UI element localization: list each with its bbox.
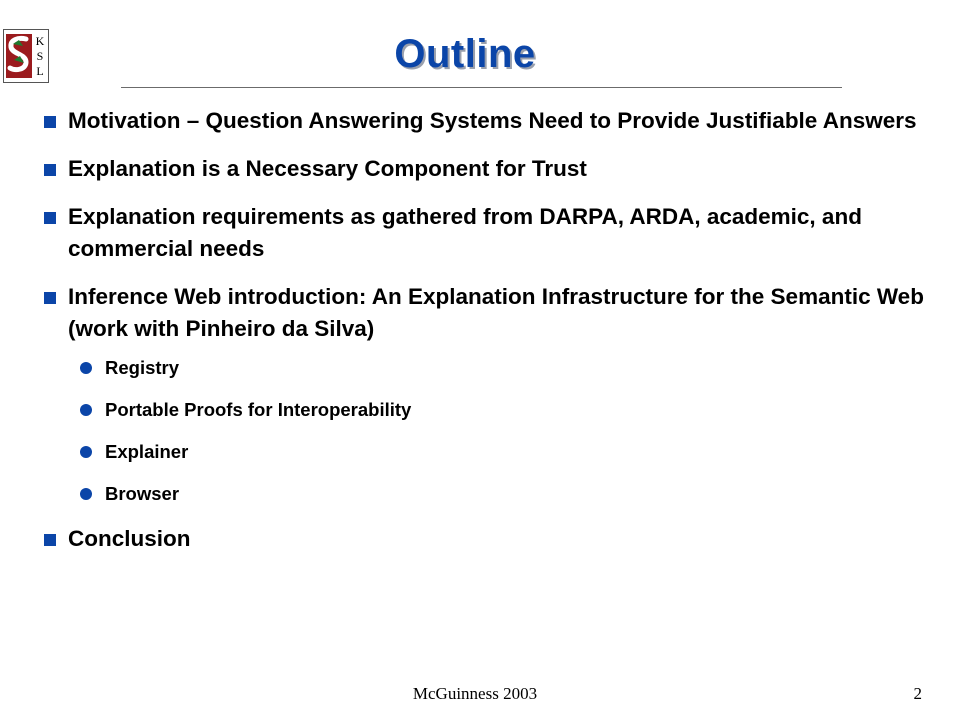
bullet-text: Conclusion	[68, 526, 191, 551]
sub-bullet-text: Browser	[105, 483, 180, 504]
bullet-requirements	[44, 201, 924, 265]
bullet-text: Inference Web introduction: An Explanation Infrastructure for the Semantic Web (work with Pinheiro da Silva)	[68, 284, 924, 341]
bullet-motivation	[44, 105, 924, 137]
sub-bullet-text: Explainer	[105, 441, 189, 462]
sub-bullet-portable-proofs	[80, 397, 924, 423]
round-bullet-icon	[80, 446, 92, 458]
square-bullet-icon	[44, 212, 56, 224]
footer-author: McGuinness 2003	[412, 684, 538, 703]
bullet-text: Motivation – Question Answering Systems Need to Provide Justifiable Answers	[68, 108, 917, 133]
sub-bullet-browser	[80, 481, 924, 507]
title-divider	[121, 87, 842, 88]
square-bullet-icon	[44, 164, 56, 176]
bullet-text: Explanation requirements as gathered from DARPA, ARDA, academic, and commercial needs	[68, 204, 862, 261]
round-bullet-icon	[80, 488, 92, 500]
square-bullet-icon	[44, 116, 56, 128]
logo-letter-k: K	[35, 34, 45, 48]
round-bullet-icon	[80, 362, 92, 374]
square-bullet-icon	[44, 292, 56, 304]
sub-bullet-list	[68, 355, 924, 507]
bullet-inference-web	[44, 281, 924, 507]
slide-title: Outline	[394, 32, 536, 76]
sub-bullet-text: Portable Proofs for Interoperability	[105, 399, 412, 420]
bullet-conclusion	[44, 523, 924, 555]
bullet-trust	[44, 153, 924, 185]
bullet-list	[44, 105, 924, 571]
sub-bullet-text: Registry	[105, 357, 180, 378]
page-number: 2	[913, 684, 922, 703]
square-bullet-icon	[44, 534, 56, 546]
logo-letter-l: L	[36, 64, 44, 78]
sub-bullet-explainer	[80, 439, 924, 465]
sub-bullet-registry	[80, 355, 924, 381]
logo-letter-s: S	[36, 49, 44, 63]
bullet-text: Explanation is a Necessary Component for Trust	[68, 156, 587, 181]
round-bullet-icon	[80, 404, 92, 416]
